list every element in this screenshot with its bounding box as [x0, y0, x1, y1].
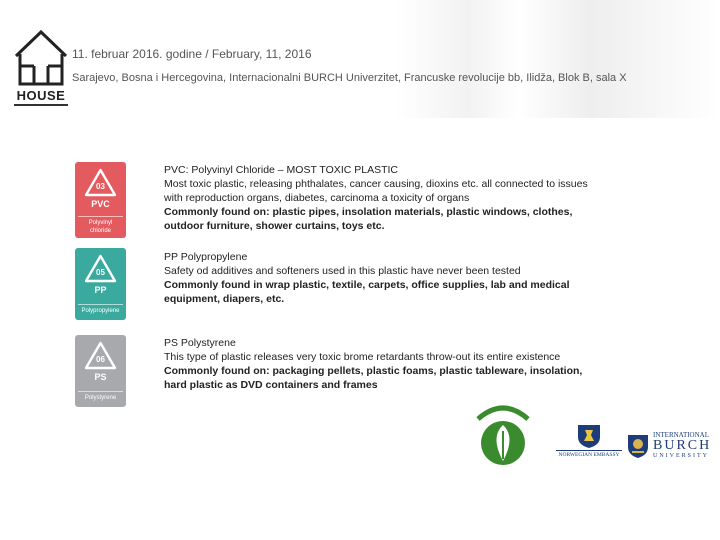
event-venue: Sarajevo, Bosna i Hercegovina, Internacionalni BURCH Univerzitet, Francuske revolucije bb, Ilidža, Blok B, sala X: [72, 72, 627, 84]
usage-line: equipment, diapers, etc.: [164, 293, 285, 305]
usage-line: hard plastic as DVD containers and frames: [164, 379, 378, 391]
badge-name: Polypropylene: [78, 304, 123, 315]
badge-code: PS: [94, 372, 107, 382]
section-title: PVC: Polyvinyl Chloride – MOST TOXIC PLASTIC: [164, 164, 398, 176]
ps-badge: [75, 335, 126, 407]
ps-section: [164, 336, 684, 392]
badge-name: Polyvinyl chloride: [78, 216, 123, 235]
description-line: with reproduction organs, diabetes, carcinoma a toxicity of organs: [164, 192, 470, 204]
usage-line: Commonly found in wrap plastic, textile, carpets, office supplies, lab and medical: [164, 279, 570, 291]
pvc-section: [164, 163, 684, 233]
header: [0, 0, 720, 118]
badge-number: 05: [96, 268, 105, 277]
green-council-logo-icon: [472, 395, 534, 473]
logo-text: HOUSE: [16, 88, 66, 103]
burch-line-3: UNIVERSITY: [653, 453, 709, 459]
badge-number: 03: [96, 182, 105, 191]
burch-university-logo: [626, 431, 720, 463]
logo-rule: [14, 104, 68, 106]
badge-name: Polystyrene: [78, 391, 123, 402]
usage-line: Commonly found on: packaging pellets, plastic foams, plastic tableware, insolation,: [164, 365, 583, 377]
section-title: PP Polypropylene: [164, 251, 248, 263]
burch-line-1: INTERNATIONAL: [653, 431, 709, 439]
description-line: This type of plastic releases very toxic brome retardants throw-out its entire existence: [164, 351, 561, 363]
burch-line-2: BURCH: [653, 438, 712, 453]
usage-line: outdoor furniture, shower curtains, toys etc.: [164, 220, 385, 232]
norwegian-crest-icon: [576, 423, 602, 449]
badge-number: 06: [96, 355, 105, 364]
section-title: PS Polystyrene: [164, 337, 236, 349]
pp-badge: [75, 248, 126, 320]
partner-logos: [470, 395, 720, 475]
usage-line: Commonly found on: plastic pipes, insolation materials, plastic windows, clothes,: [164, 206, 573, 218]
description-line: Most toxic plastic, releasing phthalates, cancer causing, dioxins etc. all connected to issues: [164, 178, 588, 190]
badge-code: PP: [94, 285, 107, 295]
burch-crest-icon: [626, 433, 650, 459]
event-date: 11. februar 2016. godine / February, 11, 2016: [72, 47, 312, 61]
description-line: Safety od additives and softeners used in this plastic have never been tested: [164, 265, 521, 277]
pvc-badge: [75, 162, 126, 238]
norwegian-embassy-label: NORWEGIAN EMBASSY: [556, 450, 622, 458]
norwegian-embassy-logo: [556, 423, 622, 457]
badge-code: PVC: [91, 199, 110, 209]
pp-section: [164, 250, 684, 306]
